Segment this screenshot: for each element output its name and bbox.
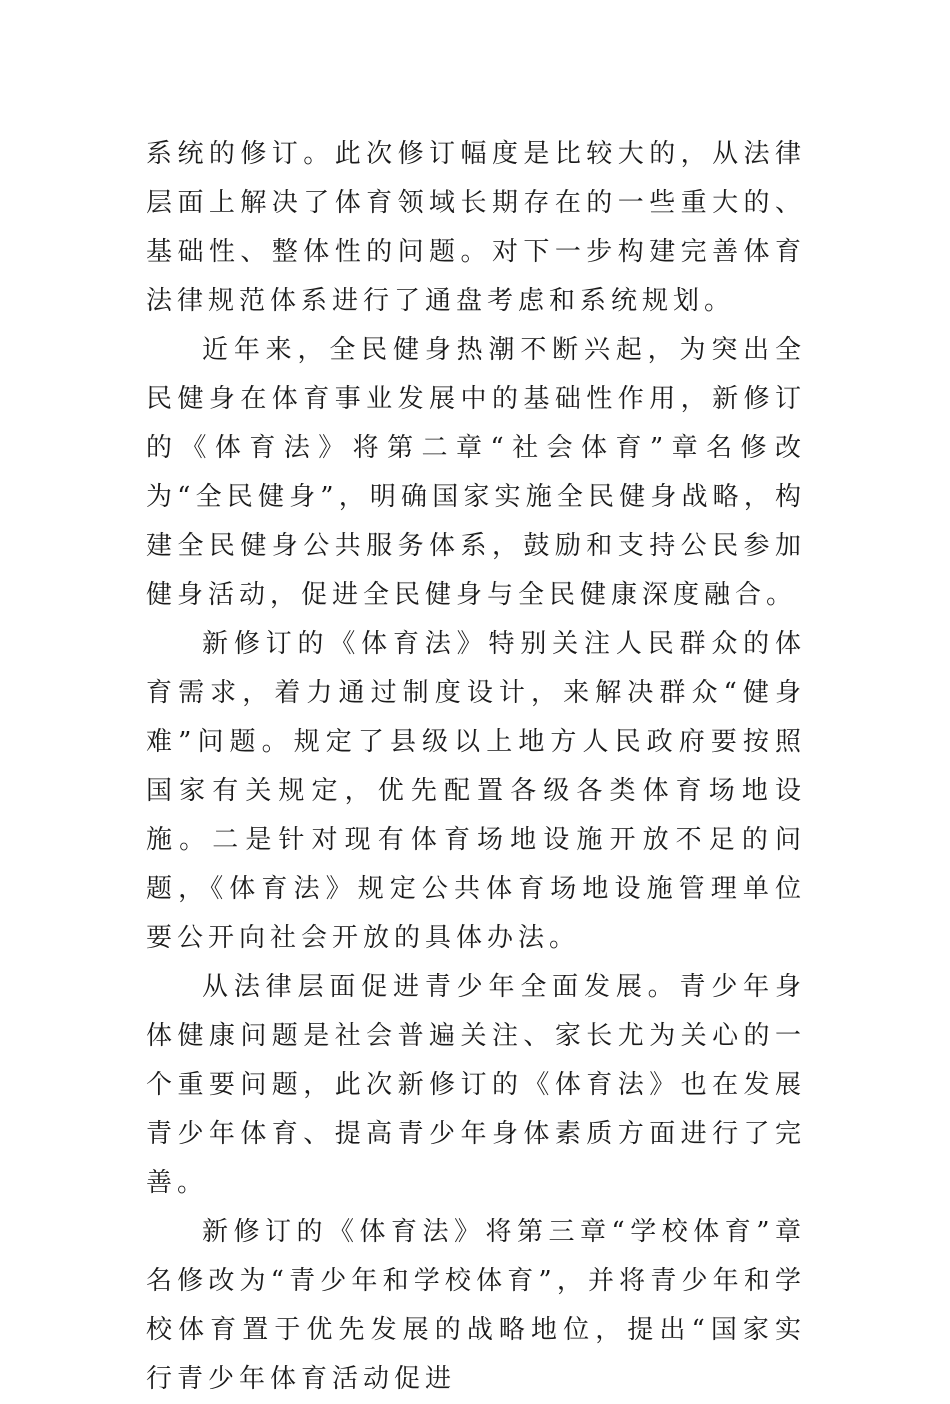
paragraph-continuation: 系统的修订。此次修订幅度是比较大的，从法律层面上解决了体育领域长期存在的一些重大的、基础性、整体性的问题。对下一步构建完善体育法律规范体系进行了通盘考虑和系统规划。: [146, 139, 806, 316]
document-body: [146, 130, 806, 1404]
paragraph-school-sports: 新修订的《体育法》将第三章“学校体育”章名修改为“青少年和学校体育”，并将青少年和学校体育置于优先发展的战略地位，提出“国家实行青少年体育活动促进: [146, 1217, 806, 1394]
paragraph-fitness-needs: 新修订的《体育法》特别关注人民群众的体育需求，着力通过制度设计，来解决群众“健身难”问题。规定了县级以上地方人民政府要按照国家有关规定，优先配置各级各类体育场地设施。二是针对现有体育场地设施开放不足的问题，《体育法》规定公共体育场地设施管理单位要公开向社会开放的具体办法。: [146, 629, 806, 953]
paragraph-national-fitness: 近年来，全民健身热潮不断兴起，为突出全民健身在体育事业发展中的基础性作用，新修订的《体育法》将第二章“社会体育”章名修改为“全民健身”，明确国家实施全民健身战略，构建全民健身公共服务体系，鼓励和支持公民参加健身活动，促进全民健身与全民健康深度融合。: [146, 335, 806, 610]
paragraph-youth-development: 从法律层面促进青少年全面发展。青少年身体健康问题是社会普遍关注、家长尤为关心的一个重要问题，此次新修订的《体育法》也在发展青少年体育、提高青少年身体素质方面进行了完善。: [146, 972, 806, 1198]
